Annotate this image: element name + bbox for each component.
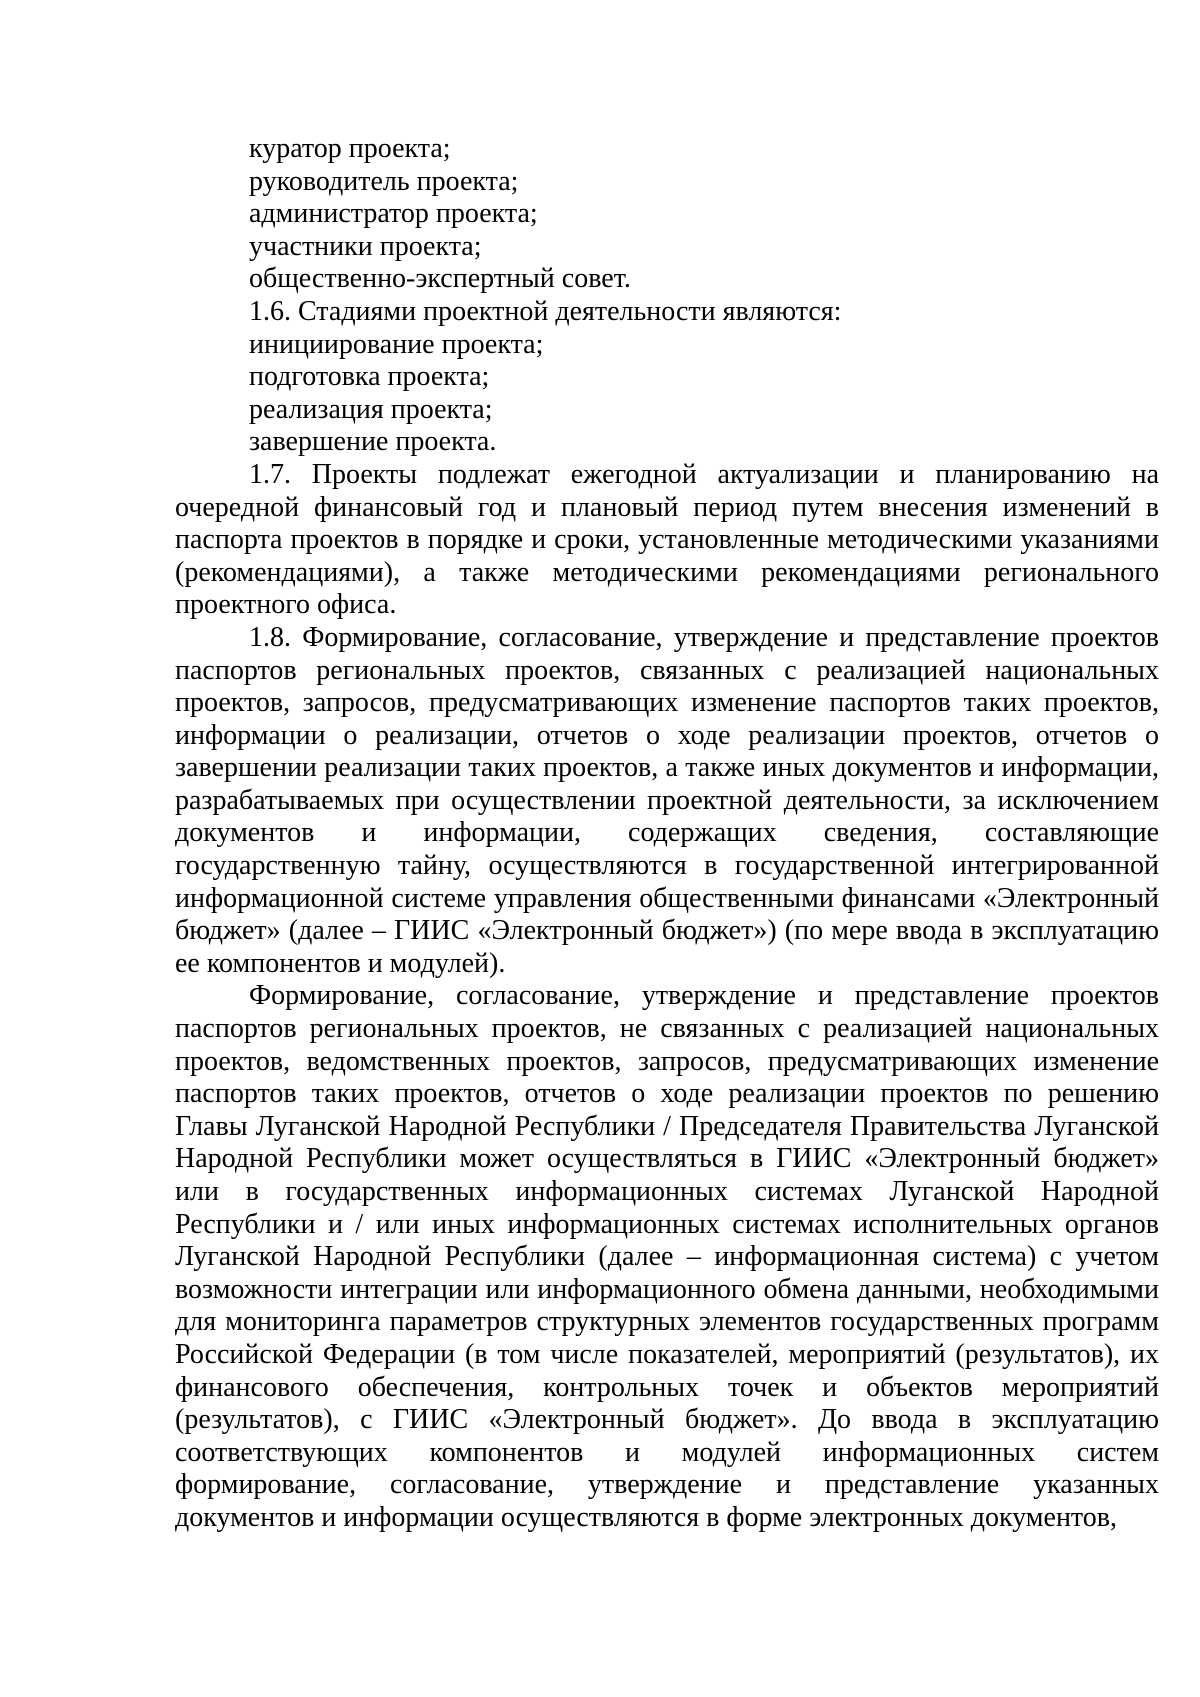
list-item: администратор проекта; xyxy=(249,198,538,230)
list-item: подготовка проекта; xyxy=(249,361,490,393)
list-item: инициирование проекта; xyxy=(249,328,544,360)
list-item: общественно-экспертный совет. xyxy=(249,263,631,295)
section-1-6-heading: 1.6. Стадиями проектной деятельности являются: xyxy=(249,295,842,327)
list-item: куратор проекта; xyxy=(249,133,451,164)
section-1-7-paragraph: 1.7. Проекты подлежат ежегодной актуализации и планированию на очередной финансовый год и плановый период путем внесения изменений в паспорта проектов в порядке и сроки, установленные методическими указаниями (рекомендациями), а также методическими рекомендациями регионального проектного офиса. xyxy=(175,458,1159,621)
section-1-8-paragraph: 1.8. Формирование, согласование, утверждение и представление проектов паспортов региональных проектов, связанных с реализацией национальных проектов, запросов, предусматривающих изменение паспортов таких проектов, информации о реализации, отчетов о ходе реализации проектов, отчетов о завершении реализации таких проектов, а также иных документов и информации, разрабатываемых при осуществлении проектной деятельности, за исключением документов и информации, содержащих сведения, составляющие государственную тайну, осуществляются в государственной интегрированной информационной системе управления общественными финансами «Электронный бюджет» (далее – ГИИС «Электронный бюджет») (по мере ввода в эксплуатацию ее компонентов и модулей). xyxy=(175,621,1159,979)
section-1-8-continued-paragraph: Формирование, согласование, утверждение и представление проектов паспортов региональных проектов, не связанных с реализацией национальных проектов, ведомственных проектов, запросов, предусматривающих изменение паспортов таких проектов, отчетов о ходе реализации проектов по решению Главы Луганской Народной Республики / Председателя Правительства Луганской Народной Республики может осуществляться в ГИИС «Электронный бюджет» или в государственных информационных системах Луганской Народной Республики и / или иных информационных системах исполнительных органов Луганской Народной Республики (далее – информационная система) с учетом возможности интеграции или информационного обмена данными, необходимыми для мониторинга параметров структурных элементов государственных программ Российской Федерации (в том числе показателей, мероприятий (результатов), их финансового обеспечения, контрольных точек и объектов мероприятий (результатов), с ГИИС «Электронный бюджет». До ввода в эксплуатацию соответствующих компонентов и модулей информационных систем формирование, согласование, утверждение и представление указанных документов и информации осуществляются в форме электронных документов, xyxy=(175,980,1159,1533)
list-item: завершение проекта. xyxy=(249,426,497,458)
stages-list xyxy=(175,329,1159,459)
list-item: реализация проекта; xyxy=(249,393,493,425)
list-item: руководитель проекта; xyxy=(249,165,519,197)
document-body xyxy=(175,133,1159,1535)
participants-list xyxy=(175,133,1159,296)
list-item: участники проекта; xyxy=(249,230,482,262)
